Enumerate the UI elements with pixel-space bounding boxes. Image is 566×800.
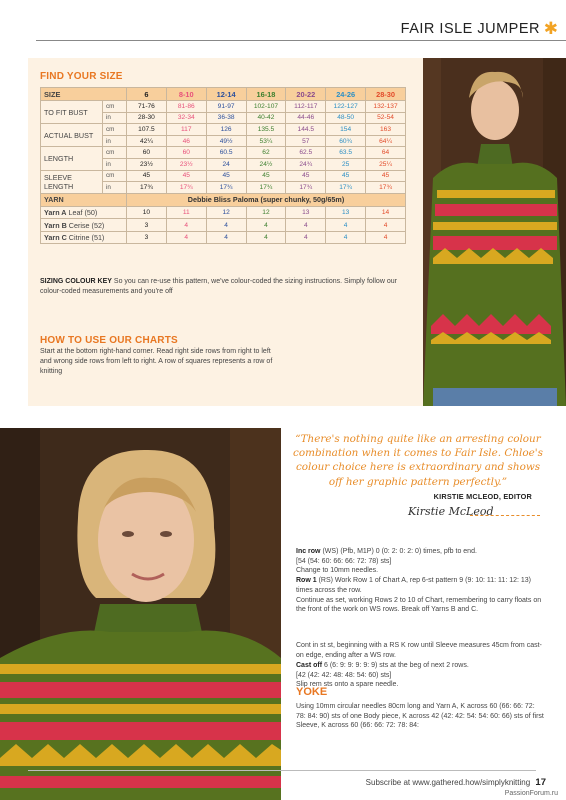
size-column-header: 20-22 [286, 88, 326, 101]
continue-text: Continue as set, working Rows 2 to 10 of Chart, remembering to carry floats on the front of the work on WS rows. Break off Yarns B and C. [296, 596, 542, 614]
size-value-cell: 60.5 [206, 147, 246, 159]
size-value-cell: 62 [246, 147, 286, 159]
size-value-cell: 154 [326, 124, 366, 136]
unit-cell: cm [103, 147, 127, 159]
find-size-heading: FIND YOUR SIZE [40, 71, 123, 82]
yarn-quantity-cell: 4 [246, 219, 286, 232]
size-value-cell: 126 [206, 124, 246, 136]
page-section-title: FAIR ISLE JUMPER [400, 21, 540, 37]
unit-cell: in [103, 182, 127, 194]
size-value-cell: 45 [206, 170, 246, 182]
yarn-name: Yarn C [44, 233, 67, 242]
size-value-cell: 25 [326, 158, 366, 170]
size-value-cell: 36-38 [206, 112, 246, 124]
size-value-cell: 45 [326, 170, 366, 182]
yarn-row [41, 219, 406, 232]
yarn-quantity-cell: 13 [286, 206, 326, 219]
size-value-cell: 107.5 [127, 124, 167, 136]
size-value-cell: 42¼ [127, 135, 167, 147]
size-value-cell: 45 [246, 170, 286, 182]
size-value-cell: 52-54 [366, 112, 406, 124]
model-photo-top [423, 58, 566, 406]
size-column-header: 12-14 [206, 88, 246, 101]
cont-st-paragraph [296, 641, 544, 660]
yoke-heading: YOKE [296, 686, 328, 698]
quote-attribution: KIRSTIE MCLEOD, EDITOR [433, 492, 532, 501]
sizing-colour-key [40, 277, 405, 296]
header-divider [36, 40, 566, 41]
measurement-label: TO FIT BUST [41, 101, 103, 124]
size-value-cell: 63.5 [326, 147, 366, 159]
cont-st-text: Cont in st st, beginning with a RS K row until Sleeve measures 45cm from cast-on edge, ending after a WS row. [296, 642, 542, 659]
page-number: 17 [535, 777, 546, 788]
size-value-cell: 45 [166, 170, 206, 182]
editor-signature: Kirstie McLeod [408, 505, 494, 518]
measurement-row [41, 124, 406, 136]
yarn-quantity-cell: 4 [206, 219, 246, 232]
unit-cell: in [103, 112, 127, 124]
unit-cell: in [103, 135, 127, 147]
model-photo-bottom [0, 428, 281, 800]
size-value-cell: 71-76 [127, 101, 167, 113]
slip-text: Slip rem sts onto a spare needle. [296, 681, 399, 689]
subscribe-link[interactable]: Subscribe at www.gathered.how/simplyknitting [365, 778, 531, 787]
size-column-header: 6 [127, 88, 167, 101]
cast-off-paragraph [296, 661, 544, 690]
measurement-label: LENGTH [41, 147, 103, 170]
key-text: So you can re-use this pattern, we've colour-coded the sizing instructions. Simply follow our colour-coded measurements and you're off [40, 278, 397, 295]
size-value-cell: 17¾ [166, 182, 206, 194]
inc-row-text: (WS) (Pfb, M1P) 0 (0: 2: 0: 2: 0) times, pfb to end. [322, 548, 477, 555]
size-table [40, 87, 406, 244]
size-value-cell: 135.5 [246, 124, 286, 136]
yarn-shade: Leaf (50) [68, 208, 98, 217]
size-value-cell: 23½ [127, 158, 167, 170]
yarn-quantity-cell: 12 [246, 206, 286, 219]
yarn-name-cell [41, 206, 127, 219]
measurement-label: SLEEVE LENGTH [41, 170, 103, 193]
yarn-name: Yarn A [44, 208, 67, 217]
yarn-quantity-cell: 3 [127, 219, 167, 232]
yarn-quantity-cell: 4 [326, 231, 366, 244]
measurement-row [41, 101, 406, 113]
size-value-cell: 102-107 [246, 101, 286, 113]
yarn-row [41, 206, 406, 219]
yarn-quantity-cell: 11 [166, 206, 206, 219]
size-value-cell: 24¾ [286, 158, 326, 170]
change-needles-text: Change to 10mm needles. [296, 567, 379, 575]
size-value-cell: 144.5 [286, 124, 326, 136]
size-value-cell: 62.5 [286, 147, 326, 159]
size-value-cell: 132-137 [366, 101, 406, 113]
size-value-cell: 17¾ [127, 182, 167, 194]
size-header-row [41, 88, 406, 101]
unit-cell: in [103, 158, 127, 170]
size-value-cell: 17¾ [366, 182, 406, 194]
yarn-quantity-cell: 4 [366, 231, 406, 244]
yarn-header-row [41, 193, 406, 206]
size-value-cell: 17¾ [286, 182, 326, 194]
yarn-name-cell [41, 231, 127, 244]
yarn-quantity-cell: 4 [326, 219, 366, 232]
size-value-cell: 60 [166, 147, 206, 159]
measurement-row [41, 170, 406, 182]
size-value-cell: 24 [206, 158, 246, 170]
measurement-row [41, 147, 406, 159]
size-value-cell: 17¾ [206, 182, 246, 194]
row1-label: Row 1 [296, 577, 317, 585]
size-value-cell: 117 [166, 124, 206, 136]
size-value-cell: 91-97 [206, 101, 246, 113]
cast-off-counts: [42 (42: 42: 48: 48: 54: 60) sts] [296, 671, 392, 679]
inc-row-label: Inc row [296, 548, 321, 555]
size-value-cell: 57 [286, 135, 326, 147]
size-value-cell: 64¼ [366, 135, 406, 147]
inc-row-counts: [54 (54: 60: 66: 66: 72: 78) sts] [296, 557, 392, 565]
watermark: PassionForum.ru [504, 790, 558, 797]
yarn-description: Debbie Bliss Paloma (super chunky, 50g/65m) [127, 193, 406, 206]
editor-quote: “There's nothing quite like an arresting colour combination when it comes to Fair Isle. Chloe's colour choice here is extraordinary and shows off her graphic pattern perfectly.” [293, 433, 543, 488]
size-value-cell: 81-86 [166, 101, 206, 113]
yarn-quantity-cell: 4 [286, 231, 326, 244]
yarn-row [41, 231, 406, 244]
size-value-cell: 17¾ [246, 182, 286, 194]
size-value-cell: 25¼ [366, 158, 406, 170]
yarn-quantity-cell: 13 [326, 206, 366, 219]
size-value-cell: 44-46 [286, 112, 326, 124]
yarn-quantity-cell: 3 [127, 231, 167, 244]
size-value-cell: 163 [366, 124, 406, 136]
charts-heading: HOW TO USE OUR CHARTS [40, 335, 178, 346]
size-value-cell: 60¾ [326, 135, 366, 147]
size-value-cell: 60 [127, 147, 167, 159]
size-value-cell: 122-127 [326, 101, 366, 113]
inc-row-paragraph [296, 547, 544, 615]
key-title: SIZING COLOUR KEY [40, 278, 112, 285]
model-photo-top-illustration [423, 58, 566, 406]
row1-text: (RS) Work Row 1 of Chart A, rep 6-st pattern 9 (9: 10: 11: 11: 12: 13) times across the row. [296, 577, 532, 594]
size-value-cell: 32-34 [166, 112, 206, 124]
size-value-cell: 23½ [166, 158, 206, 170]
measurement-label: ACTUAL BUST [41, 124, 103, 147]
model-photo-bottom-illustration [0, 428, 281, 800]
size-column-header: 16-18 [246, 88, 286, 101]
yarn-shade: Cerise (52) [68, 220, 105, 230]
star-icon: ✱ [543, 19, 558, 38]
yarn-name: Yarn B [44, 220, 67, 230]
yoke-paragraph [296, 702, 544, 731]
size-value-cell: 49½ [206, 135, 246, 147]
yarn-quantity-cell: 4 [366, 219, 406, 232]
yarn-quantity-cell: 4 [286, 219, 326, 232]
charts-instructions: Start at the bottom right-hand corner. Read right side rows from right to left and wrong side rows from left to right. A row of squares represents a row of knitting [40, 348, 273, 375]
size-column-header: 28-30 [366, 88, 406, 101]
yarn-quantity-cell: 10 [127, 206, 167, 219]
size-label: SIZE [41, 88, 127, 101]
footer [366, 777, 546, 788]
cast-off-text: 6 (6: 9: 9: 9: 9: 9) sts at the beg of next 2 rows. [324, 662, 469, 669]
yarn-quantity-cell: 4 [246, 231, 286, 244]
unit-cell: cm [103, 124, 127, 136]
yarn-quantity-cell: 14 [366, 206, 406, 219]
yoke-text: Using 10mm circular needles 80cm long and Yarn A, K across 60 (66: 66: 72: 78: 84: 90) sts of one Body piece, K across 42 (42: 42: 54: 54: 60: 66) sts of first Sleeve, K across 60 (66: 66: 72: 78: 84: [296, 703, 544, 730]
size-value-cell: 112-117 [286, 101, 326, 113]
size-value-cell: 28-30 [127, 112, 167, 124]
footer-divider [28, 770, 536, 771]
size-value-cell: 48-50 [326, 112, 366, 124]
yarn-label: YARN [41, 193, 127, 206]
size-value-cell: 40-42 [246, 112, 286, 124]
size-column-header: 8-10 [166, 88, 206, 101]
yarn-quantity-cell: 4 [206, 231, 246, 244]
unit-cell: cm [103, 101, 127, 113]
unit-cell: cm [103, 170, 127, 182]
size-value-cell: 64 [366, 147, 406, 159]
yarn-quantity-cell: 4 [166, 231, 206, 244]
yarn-shade: Citrine (51) [68, 233, 105, 242]
yarn-name-cell [41, 219, 127, 232]
cast-off-label: Cast off [296, 662, 323, 669]
size-value-cell: 46 [166, 135, 206, 147]
size-value-cell: 53¼ [246, 135, 286, 147]
size-value-cell: 17¾ [326, 182, 366, 194]
size-value-cell: 45 [127, 170, 167, 182]
size-value-cell: 45 [366, 170, 406, 182]
size-column-header: 24-26 [326, 88, 366, 101]
size-value-cell: 24½ [246, 158, 286, 170]
signature-underline [470, 515, 540, 516]
yarn-quantity-cell: 12 [206, 206, 246, 219]
yarn-quantity-cell: 4 [166, 219, 206, 232]
size-value-cell: 45 [286, 170, 326, 182]
